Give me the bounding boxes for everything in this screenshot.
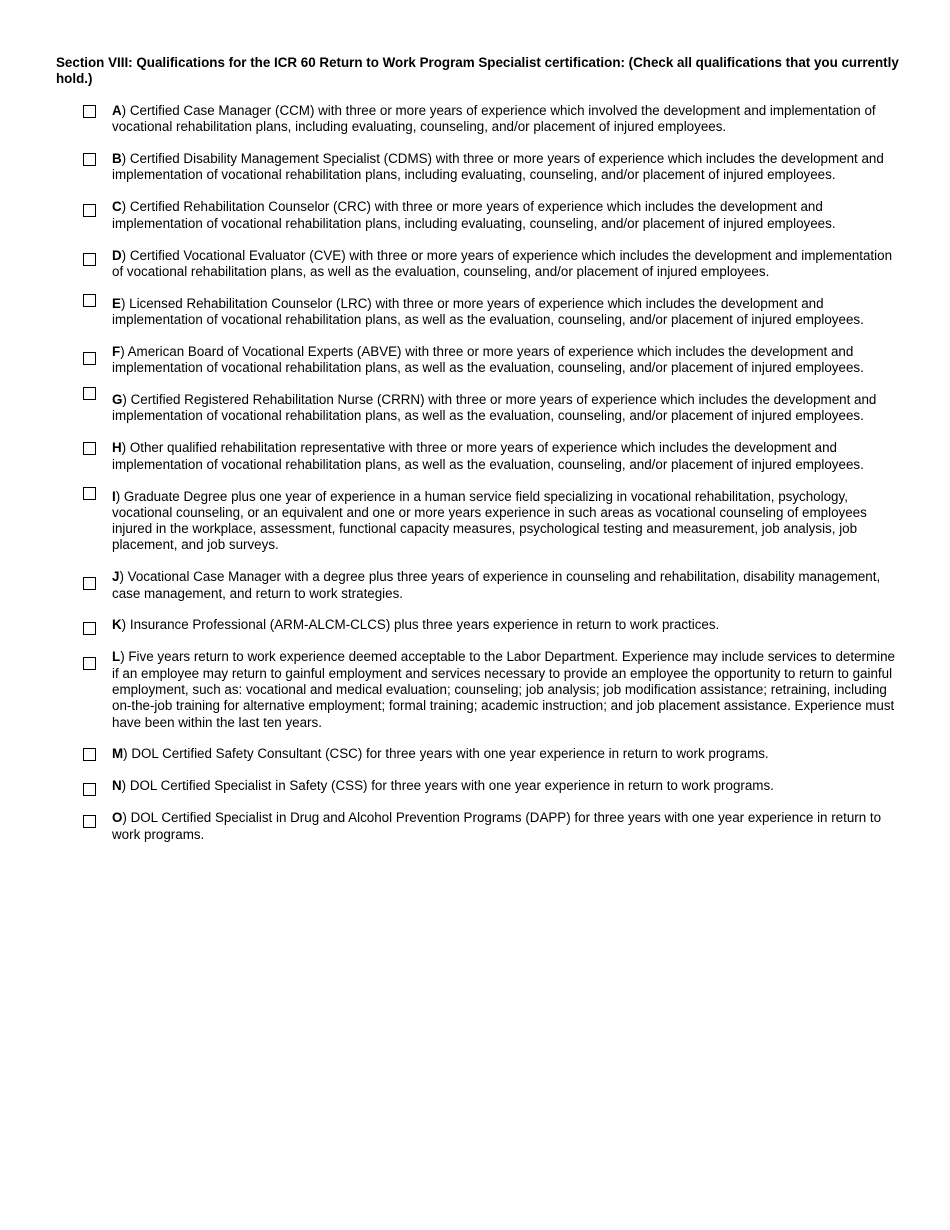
qualification-item-b <box>56 151 900 184</box>
qualification-item-o <box>56 810 900 843</box>
qualification-text: ) Insurance Professional (ARM-ALCM-CLCS) plus three years experience in return to work practices. <box>121 617 720 633</box>
qualification-text: ) DOL Certified Specialist in Drug and Alcohol Prevention Programs (DAPP) for three years with one year experience in return to work programs. <box>112 810 882 842</box>
qualification-text: ) Certified Registered Rehabilitation Nurse (CRRN) with three or more years of experience which includes the development and implementation of vocational rehabilitation plans, as well as the evaluation, counseling, and/or placement of injured employees. <box>112 392 877 424</box>
qualification-letter: J <box>112 569 120 585</box>
qualification-item-c <box>56 199 900 232</box>
qualification-item-e <box>56 296 900 329</box>
qualification-letter: O <box>112 810 123 826</box>
qualification-letter: H <box>112 440 122 456</box>
qualification-text: ) DOL Certified Safety Consultant (CSC) for three years with one year experience in return to work programs. <box>123 746 769 762</box>
qualification-letter: B <box>112 151 122 167</box>
qualification-item-j <box>56 569 900 602</box>
qualification-checkbox-e[interactable] <box>83 294 96 307</box>
qualification-checkbox-k[interactable] <box>83 622 96 635</box>
qualification-letter: A <box>112 103 122 118</box>
qualification-list <box>56 103 900 843</box>
qualification-text: ) Certified Vocational Evaluator (CVE) with three or more years of experience which includes the development and implementation of vocational rehabilitation plans, as well as the evaluation, counseling, and/or placement of injured employees. <box>112 247 893 279</box>
qualification-checkbox-b[interactable] <box>83 153 96 166</box>
qualification-checkbox-i[interactable] <box>83 487 96 500</box>
qualification-text: ) Certified Disability Management Specialist (CDMS) with three or more years of experience which includes the development and implementation of vocational rehabilitation plans, including evaluating, counseling, and/or placement of injured employees. <box>112 151 884 183</box>
qualification-letter: C <box>112 199 122 215</box>
qualification-text: ) Certified Rehabilitation Counselor (CRC) with three or more years of experience which includes the development and implementation of vocational rehabilitation plans, including evaluating, counseling, and/or placement of injured employees. <box>112 199 836 231</box>
qualification-checkbox-g[interactable] <box>83 387 96 400</box>
qualification-text: ) Licensed Rehabilitation Counselor (LRC) with three or more years of experience which includes the development and implementation of vocational rehabilitation plans, as well as the evaluation, counseling, and/or placement of injured employees. <box>112 295 864 328</box>
section-title: Section VIII: Qualifications for the ICR 60 Return to Work Program Specialist certification: (Check all qualifications that you currently hold.) <box>56 55 899 86</box>
qualification-checkbox-d[interactable] <box>83 253 96 266</box>
qualification-text: ) Five years return to work experience deemed acceptable to the Labor Department. Experience may include services to determine if an employee may return to gainful employment and services necessary to provide an employee the opportunity to return to gainful employment, such as: vocational and medical evaluation; counseling; job analysis; job modification assistance; retraining, including on-the-job training for alternative employment; formal training; academic instruction; and job placement assistance. Experience must have been within the last ten years. <box>112 649 896 730</box>
qualification-item-h <box>56 440 900 473</box>
qualification-text: ) Other qualified rehabilitation representative with three or more years of experience which includes the development and implementation of vocational rehabilitation plans, as well as the evaluation, counseling, and/or placement of injured employees. <box>112 440 864 472</box>
qualification-item-l <box>56 649 900 730</box>
qualification-letter: G <box>112 392 123 408</box>
qualification-item-a <box>56 103 900 136</box>
qualification-item-m <box>56 746 900 762</box>
qualification-item-n <box>56 778 900 794</box>
qualification-letter: E <box>112 295 121 311</box>
qualification-checkbox-m[interactable] <box>83 748 96 761</box>
qualification-letter: F <box>112 343 121 359</box>
qualification-checkbox-n[interactable] <box>83 783 96 796</box>
qualification-item-d <box>56 248 900 281</box>
qualification-checkbox-o[interactable] <box>83 815 96 828</box>
qualification-checkbox-h[interactable] <box>83 442 96 455</box>
qualification-checkbox-f[interactable] <box>83 352 96 365</box>
qualification-text: ) American Board of Vocational Experts (ABVE) with three or more years of experience which includes the development and implementation of vocational rehabilitation plans, as well as the evaluation, counseling, and/or placement of injured employees. <box>112 343 864 376</box>
qualification-item-g <box>56 392 900 425</box>
qualification-item-i <box>56 489 900 554</box>
qualification-text: ) Certified Case Manager (CCM) with three or more years of experience which involved the development and implementation of vocational rehabilitation plans, including evaluating, counseling, and/or placement of injured employees. <box>112 103 876 135</box>
qualification-item-f <box>56 344 900 377</box>
qualification-letter: D <box>112 247 122 263</box>
qualification-checkbox-j[interactable] <box>83 577 96 590</box>
qualification-checkbox-l[interactable] <box>83 657 96 670</box>
qualification-letter: L <box>112 649 121 665</box>
qualification-text: ) Vocational Case Manager with a degree plus three years of experience in counseling and rehabilitation, disability management, case management, and return to work strategies. <box>112 569 881 601</box>
qualification-item-k <box>56 617 900 633</box>
qualification-text: ) DOL Certified Specialist in Safety (CSS) for three years with one year experience in return to work programs. <box>121 778 774 794</box>
qualification-letter: I <box>112 488 116 504</box>
qualification-text: ) Graduate Degree plus one year of experience in a human service field specializing in vocational rehabilitation, psychology, vocational counseling, or an equivalent and one or more years experience in such areas as vocational counseling of employees injured in the workplace, assessment, functional capacity measures, psychological testing and measurement, job analysis, job placement, and job surveys. <box>112 488 867 553</box>
qualification-checkbox-a[interactable] <box>83 105 96 118</box>
qualification-checkbox-c[interactable] <box>83 204 96 217</box>
qualification-letter: M <box>112 746 124 762</box>
qualification-letter: K <box>112 617 122 633</box>
qualification-letter: N <box>112 778 122 794</box>
